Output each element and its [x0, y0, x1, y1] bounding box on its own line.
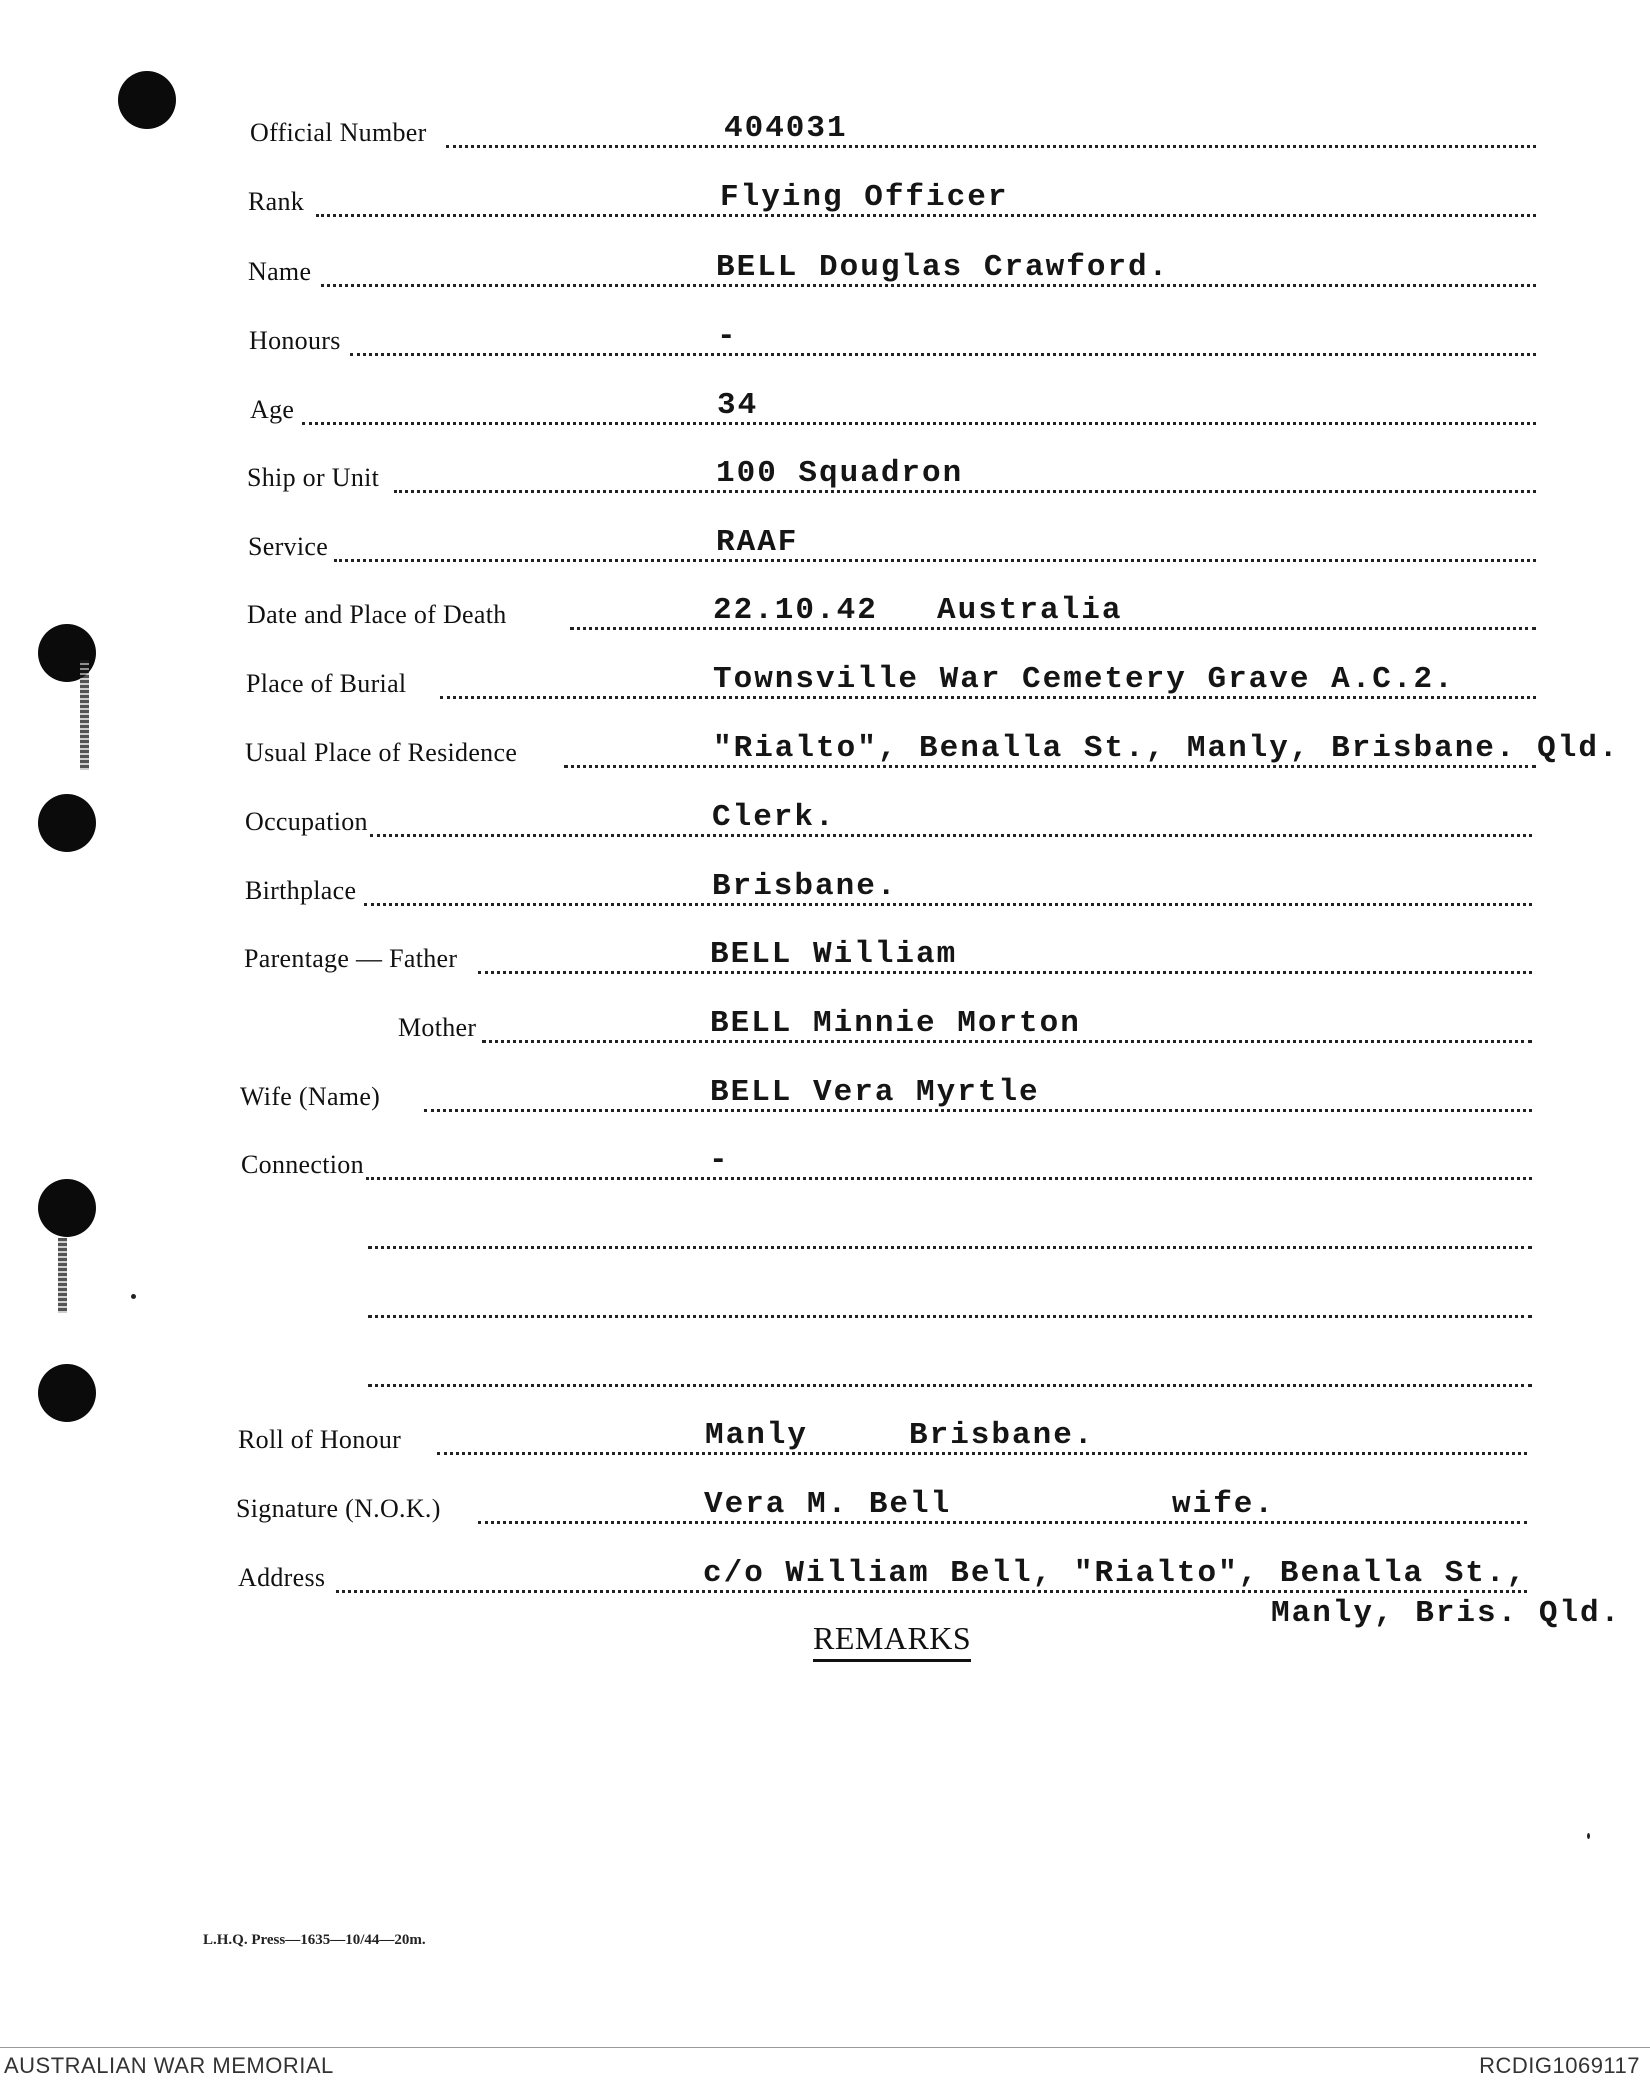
- field-label: Birthplace: [245, 876, 357, 905]
- field-value: BELL William: [710, 937, 958, 972]
- footer-institution: AUSTRALIAN WAR MEMORIAL: [4, 2053, 334, 2078]
- field-value: Vera M. Bell: [704, 1487, 952, 1522]
- field-label: Honours: [249, 326, 341, 355]
- field-usual-place-of-residence: [0, 720, 1650, 780]
- field-value: c/o William Bell, "Rialto", Benalla St.,: [703, 1556, 1528, 1591]
- field-value: Townsville War Cemetery Grave A.C.2.: [713, 662, 1455, 697]
- field-value-secondary: Brisbane.: [909, 1418, 1095, 1453]
- field-roll-of-honour: [0, 1407, 1650, 1467]
- field-parentage-father: [0, 926, 1650, 986]
- blank-line: [0, 1270, 1650, 1330]
- field-signature-nok: [0, 1476, 1650, 1536]
- field-value: 34: [717, 388, 759, 423]
- field-label: Connection: [241, 1150, 364, 1179]
- field-label: Roll of Honour: [238, 1425, 402, 1454]
- field-mother: [0, 995, 1650, 1055]
- press-mark: L.H.Q. Press—1635—10/44—20m.: [203, 1932, 426, 1948]
- dotted-line: [394, 490, 1536, 493]
- scan-speck: [1587, 1833, 1590, 1839]
- field-value: Manly: [705, 1418, 809, 1453]
- remarks-heading: REMARKS: [813, 1620, 971, 1662]
- field-label: Parentage — Father: [244, 944, 458, 973]
- field-value: Brisbane.: [712, 869, 898, 904]
- field-label: Name: [248, 257, 312, 286]
- field-birthplace: [0, 858, 1650, 918]
- blank-line: [0, 1201, 1650, 1261]
- field-value-secondary: Australia: [937, 593, 1123, 628]
- blank-line: [0, 1339, 1650, 1399]
- dotted-line: [364, 903, 1532, 906]
- field-honours: [0, 308, 1650, 368]
- field-label: Usual Place of Residence: [245, 738, 518, 767]
- dotted-line: [446, 145, 1536, 148]
- field-label: Official Number: [250, 118, 427, 147]
- footer-record-id: RCDIG1069117: [1479, 2053, 1640, 2078]
- field-label: Occupation: [245, 807, 368, 836]
- field-official-number: [0, 100, 1650, 160]
- dotted-line: [478, 1521, 1527, 1524]
- dotted-line: [368, 1384, 1532, 1387]
- field-label: Rank: [248, 187, 305, 216]
- field-label: Mother: [398, 1013, 477, 1042]
- dotted-line: [368, 1246, 1532, 1249]
- field-wife-name: [0, 1064, 1650, 1124]
- footer-divider: [0, 2047, 1650, 2048]
- field-value: Clerk.: [712, 800, 836, 835]
- field-connection: [0, 1132, 1650, 1192]
- field-value-secondary: wife.: [1172, 1487, 1276, 1522]
- field-value: "Rialto", Benalla St., Manly, Brisbane. Qld.: [713, 731, 1620, 766]
- dotted-line: [350, 353, 1536, 356]
- field-value: BELL Minnie Morton: [710, 1006, 1081, 1041]
- dotted-line: [370, 834, 1532, 837]
- field-label: Wife (Name): [240, 1082, 381, 1111]
- field-value: 100 Squadron: [716, 456, 964, 491]
- field-date-place-of-death: [0, 582, 1650, 642]
- dotted-line: [478, 971, 1532, 974]
- field-rank: [0, 169, 1650, 229]
- field-label: Age: [250, 395, 295, 424]
- field-value: -: [717, 319, 738, 354]
- field-value: Flying Officer: [720, 180, 1009, 215]
- field-name: [0, 239, 1650, 299]
- field-label: Date and Place of Death: [247, 600, 507, 629]
- field-label: Place of Burial: [246, 669, 407, 698]
- field-age: [0, 377, 1650, 437]
- field-ship-or-unit: [0, 445, 1650, 505]
- field-service: [0, 514, 1650, 574]
- field-label: Address: [238, 1563, 326, 1592]
- field-value: BELL Vera Myrtle: [710, 1075, 1040, 1110]
- address-line-2: Manly, Bris. Qld.: [1271, 1596, 1622, 1631]
- dotted-line: [368, 1315, 1532, 1318]
- field-value: -: [709, 1143, 730, 1178]
- field-label: Service: [248, 532, 329, 561]
- field-value: BELL Douglas Crawford.: [716, 250, 1170, 285]
- dotted-line: [334, 559, 1536, 562]
- field-label: Ship or Unit: [247, 463, 380, 492]
- field-value: 404031: [724, 111, 848, 146]
- field-occupation: [0, 789, 1650, 849]
- field-label: Signature (N.O.K.): [236, 1494, 441, 1523]
- field-value: 22.10.42: [713, 593, 878, 628]
- field-place-of-burial: [0, 651, 1650, 711]
- dotted-line: [302, 422, 1536, 425]
- field-value: RAAF: [716, 525, 799, 560]
- dotted-line: [366, 1177, 1532, 1180]
